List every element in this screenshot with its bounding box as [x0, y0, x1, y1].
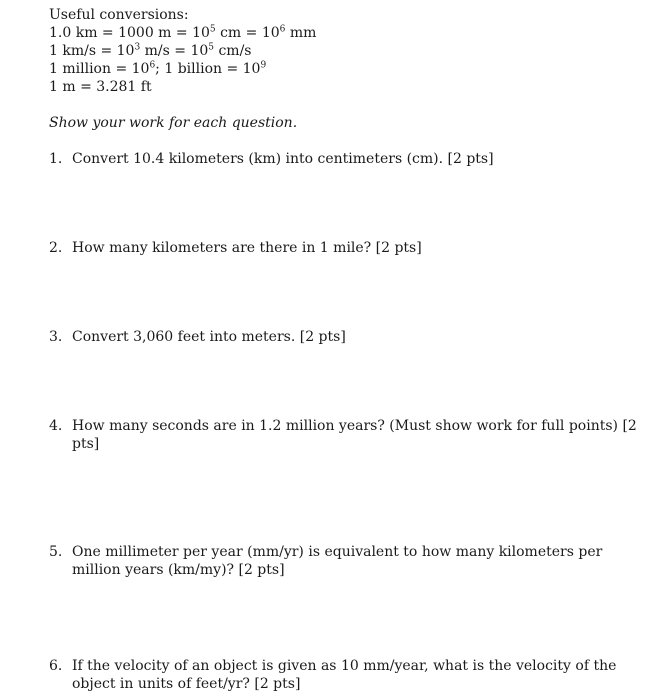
instruction-text: Show your work for each question.	[49, 115, 298, 131]
question-number: 6.	[49, 658, 63, 674]
question-6	[49, 657, 639, 693]
conversions-heading: Useful conversions:	[49, 7, 189, 23]
conversion-text: cm/s	[214, 43, 252, 59]
conversion-text: 1.0 km = 1000 m = 10	[49, 25, 210, 41]
question-text: Convert 10.4 kilometers (km) into centimeters (cm). [2 pts]	[72, 151, 494, 167]
conversion-line-meter-feet: 1 m = 3.281 ft	[49, 79, 152, 95]
question-1	[49, 150, 639, 168]
useful-conversions-block	[49, 6, 316, 96]
question-5	[49, 543, 639, 579]
conversion-line-million	[49, 60, 316, 78]
exponent: 3	[134, 42, 141, 53]
conversion-text: mm	[285, 25, 317, 41]
question-number: 3.	[49, 329, 63, 345]
question-text: How many seconds are in 1.2 million years? (Must show work for full points) [2 pts]	[72, 418, 637, 452]
conversion-text: m/s = 10	[140, 43, 209, 59]
exponent: 6	[279, 24, 286, 35]
conversion-line-km	[49, 24, 316, 42]
question-2	[49, 239, 639, 257]
question-4	[49, 417, 639, 453]
exponent: 5	[208, 42, 215, 53]
exponent: 9	[260, 60, 267, 71]
exponent: 6	[149, 60, 156, 71]
conversion-text: ; 1 billion = 10	[155, 61, 261, 77]
question-number: 5.	[49, 544, 63, 560]
question-text: If the velocity of an object is given as 10 mm/year, what is the velocity of the object in units of feet/yr? [2 pts]	[72, 658, 617, 692]
question-text: Convert 3,060 feet into meters. [2 pts]	[72, 329, 346, 345]
question-number: 2.	[49, 240, 63, 256]
conversion-text: cm = 10	[215, 25, 280, 41]
conversion-line-kms	[49, 42, 316, 60]
question-text: How many kilometers are there in 1 mile? [2 pts]	[72, 240, 422, 256]
exponent: 5	[209, 24, 216, 35]
question-text: One millimeter per year (mm/yr) is equivalent to how many kilometers per million years (km/my)? [2 pts]	[72, 544, 603, 578]
conversion-text: 1 km/s = 10	[49, 43, 135, 59]
question-number: 1.	[49, 151, 63, 167]
question-number: 4.	[49, 418, 63, 434]
question-3	[49, 328, 639, 346]
conversion-text: 1 million = 10	[49, 61, 150, 77]
